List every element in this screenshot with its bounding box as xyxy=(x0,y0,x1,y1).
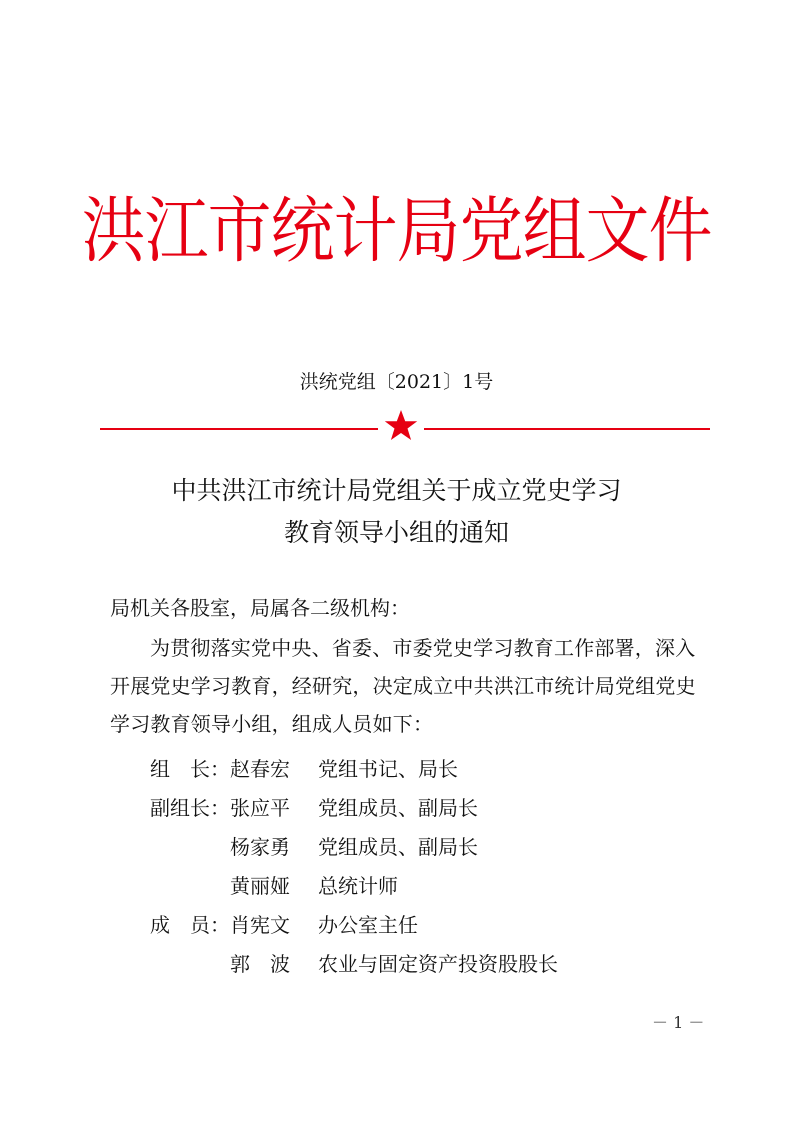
member-row xyxy=(150,867,398,905)
member-name: 杨家勇 xyxy=(230,835,290,859)
document-number: 洪统党组〔2021〕1号 xyxy=(299,371,494,393)
notice-title-line-1: 中共洪江市统计局党组关于成立党史学习 xyxy=(171,476,622,505)
member-row xyxy=(150,789,478,827)
member-row xyxy=(150,828,478,866)
member-position: 总统计师 xyxy=(318,874,398,898)
notice-title-line-2: 教育领导小组的通知 xyxy=(283,518,509,547)
member-position: 党组成员、副局长 xyxy=(318,796,478,820)
member-role: 成 员： xyxy=(150,913,230,937)
member-name: 郭 波 xyxy=(230,952,290,976)
member-name: 黄丽娅 xyxy=(230,874,290,898)
body-paragraph: 为贯彻落实党中央、省委、市委党史学习教育工作部署，深入开展党史学习教育，经研究，决定成立中共洪江市统计局党组党史学习教育领导小组，组成人员如下： xyxy=(110,636,696,736)
member-name: 张应平 xyxy=(230,796,290,820)
star-icon xyxy=(383,408,419,444)
member-position: 办公室主任 xyxy=(318,913,418,937)
member-row xyxy=(150,750,458,788)
document-header-title: 洪江市统计局党组文件 xyxy=(81,190,712,274)
member-position: 党组成员、副局长 xyxy=(318,835,478,859)
notice-title xyxy=(0,470,793,554)
member-role: 副组长： xyxy=(150,796,230,820)
red-divider-left xyxy=(100,428,378,430)
member-position: 党组书记、局长 xyxy=(318,757,458,781)
salutation: 局机关各股室，局属各二级机构： xyxy=(110,596,410,620)
member-row xyxy=(150,906,418,944)
member-row xyxy=(150,945,558,983)
member-name: 肖宪文 xyxy=(230,913,290,937)
member-position: 农业与固定资产投资股股长 xyxy=(318,952,558,976)
member-name: 赵春宏 xyxy=(230,757,290,781)
member-role: 组 长： xyxy=(150,757,230,781)
red-divider-right xyxy=(424,428,710,430)
page-number: － 1 － xyxy=(652,1013,705,1032)
